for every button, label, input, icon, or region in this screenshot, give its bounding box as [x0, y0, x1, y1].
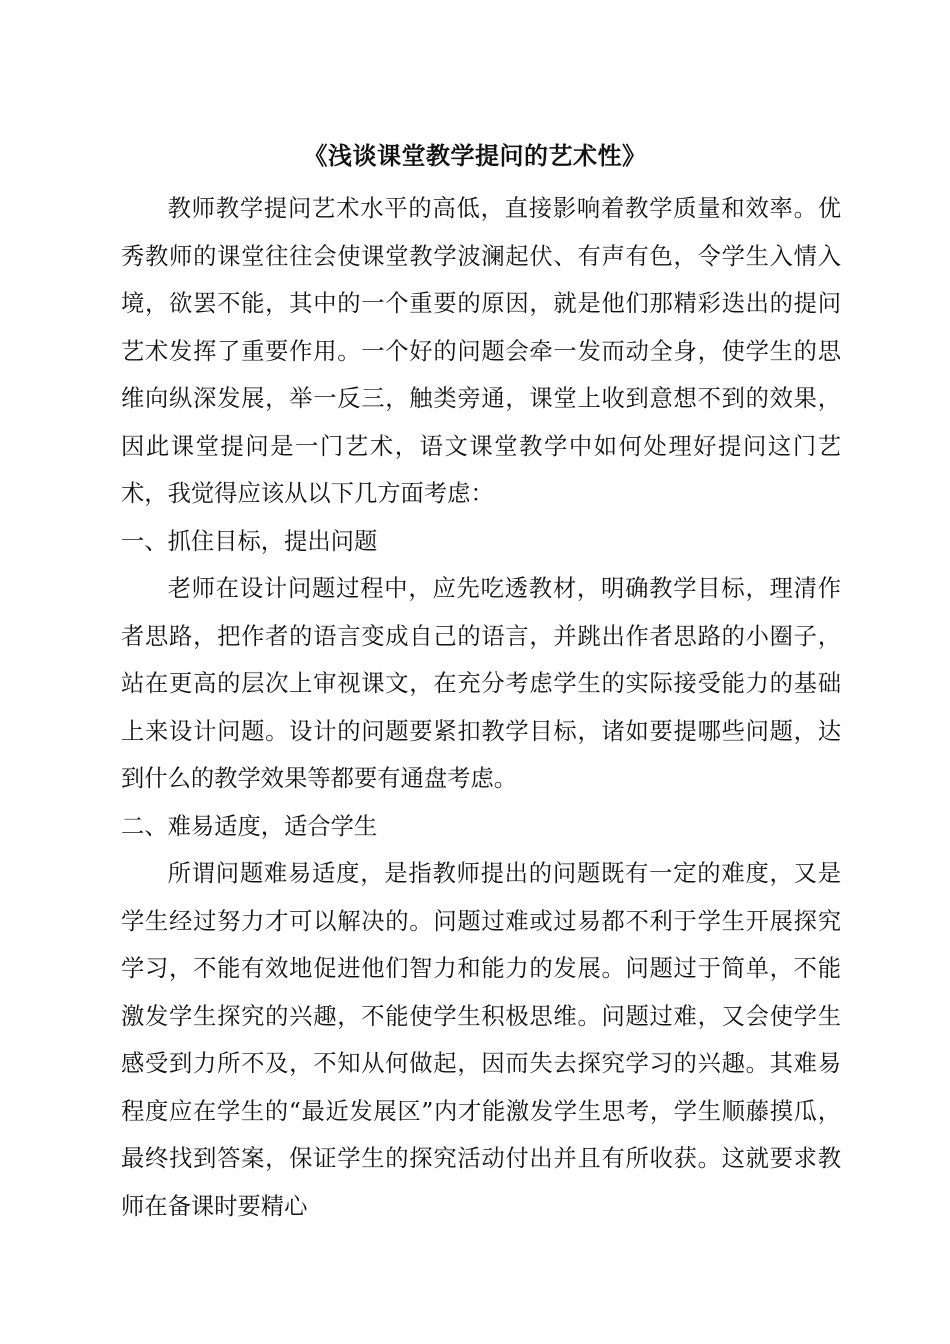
- document-title: 《浅谈课堂教学提问的艺术性》: [303, 141, 647, 170]
- paragraph-intro: 教师教学提问艺术水平的高低，直接影响着教学质量和效率。优秀教师的课堂往往会使课堂教学波澜起伏、有声有色，令学生入情入境，欲罢不能，其中的一个重要的原因，就是他们那精彩迭出的提问艺术发挥了重要作用。一个好的问题会牵一发而动全身，使学生的思维向纵深发展，举一反三，触类旁通，课堂上收到意想不到的效果，因此课堂提问是一门艺术，语文课堂教学中如何处理好提问这门艺术，我觉得应该从以下几方面考虑：: [121, 195, 841, 507]
- paragraph-section-1: 老师在设计问题过程中，应先吃透教材，明确教学目标，理清作者思路，把作者的语言变成自己的语言，并跳出作者思路的小圈子，站在更高的层次上审视课文，在充分考虑学生的实际接受能力的基础上来设计问题。设计的问题要紧扣教学目标，诸如要提哪些问题，达到什么的教学效果等都要有通盘考虑。: [121, 575, 841, 792]
- document-body: [121, 185, 841, 1230]
- section-heading-1: 一、抓住目标，提出问题: [121, 527, 378, 555]
- section-heading-2: 二、难易适度，适合学生: [121, 812, 378, 840]
- paragraph-section-2: 所谓问题难易适度，是指教师提出的问题既有一定的难度，又是学生经过努力才可以解决的。问题过难或过易都不利于学生开展探究学习，不能有效地促进他们智力和能力的发展。问题过于简单，不能激发学生探究的兴趣，不能使学生积极思维。问题过难，又会使学生感受到力所不及，不知从何做起，因而失去探究学习的兴趣。其难易程度应在学生的“最近发展区”内才能激发学生思考，学生顺藤摸瓜，最终找到答案，保证学生的探究活动付出并且有所收获。这就要求教师在备课时要精心: [121, 860, 841, 1220]
